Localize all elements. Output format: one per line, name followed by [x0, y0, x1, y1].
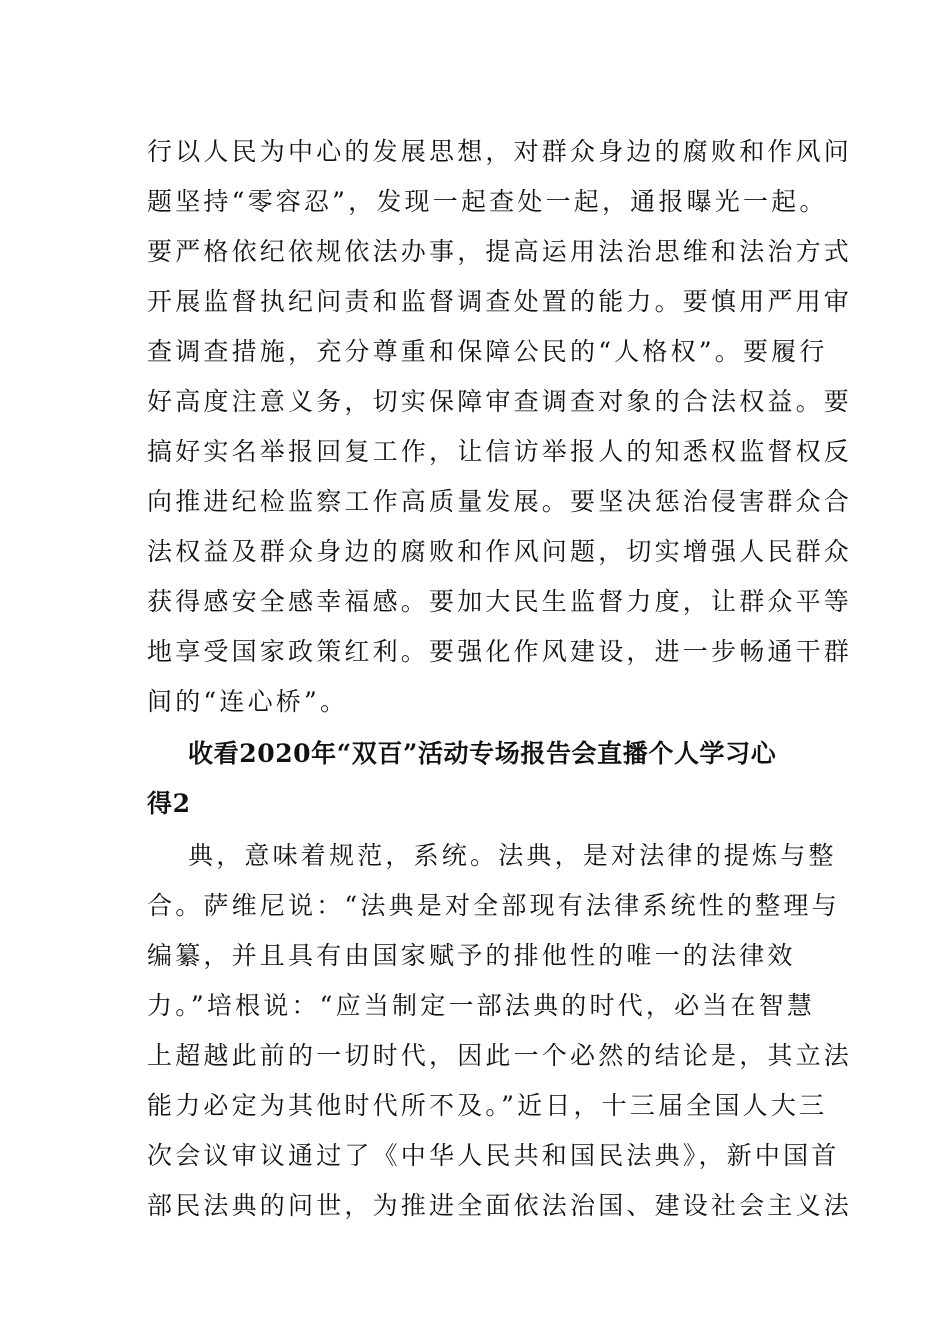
paragraph-line: 向推进纪检监察工作高质量发展。要坚决惩治侵害群众合: [147, 487, 853, 516]
paragraph-line: 要严格依纪依规依法办事，提高运用法治思维和法治方式: [147, 237, 853, 266]
paragraph-line: 力。”培根说：“应当制定一部法典的时代，必当在智慧: [147, 991, 816, 1020]
section-heading: 收看2020年“双百”活动专场报告会直播个人学习心: [188, 739, 777, 768]
paragraph-line: 题坚持“零容忍”，发现一起查处一起，通报曝光一起。: [147, 187, 828, 216]
paragraph-line: 开展监督执纪问责和监督调查处置的能力。要慎用严用审: [147, 287, 853, 316]
paragraph-line: 行以人民为中心的发展思想，对群众身边的腐败和作风问: [147, 137, 853, 166]
paragraph-line: 地享受国家政策红利。要强化作风建设，进一步畅通干群: [147, 637, 853, 666]
paragraph-line: 编纂，并且具有由国家赋予的排他性的唯一的法律效: [147, 941, 796, 970]
paragraph-line: 次会议审议通过了《中华人民共和国民法典》，新中国首: [147, 1141, 840, 1170]
paragraph-line: 上超越此前的一切时代，因此一个必然的结论是，其立法: [147, 1041, 853, 1070]
paragraph-line: 部民法典的问世，为推进全面依法治国、建设社会主义法: [147, 1191, 853, 1220]
paragraph-line: 法权益及群众身边的腐败和作风问题，切实增强人民群众: [147, 537, 853, 566]
paragraph-line: 合。萨维尼说：“法典是对全部现有法律系统性的整理与: [147, 891, 840, 920]
paragraph-line: 能力必定为其他时代所不及。”近日，十三届全国人大三: [147, 1091, 828, 1120]
paragraph-line: 查调查措施，充分尊重和保障公民的“人格权”。要履行: [147, 337, 828, 366]
paragraph-line: 获得感安全感幸福感。要加大民生监督力度，让群众平等: [147, 587, 853, 616]
section-heading-continued: 得2: [147, 789, 191, 818]
paragraph-line: 典，意味着规范，系统。法典，是对法律的提炼与整: [188, 841, 837, 870]
paragraph-line: 间的“连心桥”。: [147, 687, 349, 716]
paragraph-line: 搞好实名举报回复工作，让信访举报人的知悉权监督权反: [147, 437, 853, 466]
paragraph-line: 好高度注意义务，切实保障审查调查对象的合法权益。要: [147, 387, 853, 416]
